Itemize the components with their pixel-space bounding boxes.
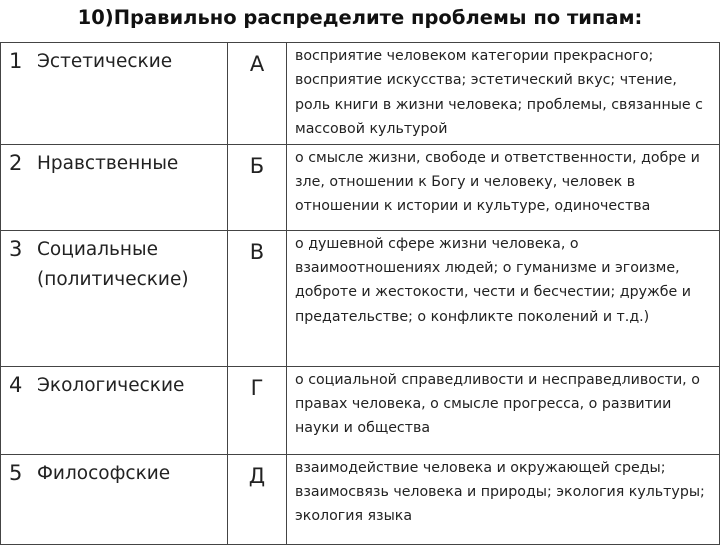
letter-cell xyxy=(228,230,287,366)
letter-cell xyxy=(228,43,287,145)
row-number: 3 xyxy=(9,236,23,261)
option-letter: А xyxy=(249,52,265,76)
option-letter: Г xyxy=(250,375,264,400)
category-cell xyxy=(1,144,228,230)
option-letter: В xyxy=(249,239,265,264)
problem-description: о социальной справедливости и несправедливости, о правах человека, о смысле прогресса, о развитии науки и общества xyxy=(295,371,700,437)
table-row xyxy=(1,144,720,230)
problem-description: о душевной сфере жизни человека, о взаимоотношениях людей; о гуманизме и эгоизме, доброте и жестокости, чести и бесчестии; дружбе и предательстве; о конфликте поколений и т.д.) xyxy=(295,235,691,325)
category-label: Эстетические xyxy=(37,51,173,72)
description-cell xyxy=(287,454,720,544)
category-label: Нравственные xyxy=(37,152,179,174)
category-cell xyxy=(1,230,228,366)
problem-description: о смысле жизни, свободе и ответственности, добре и зле, отношении к Богу и человеку, человек в отношении к истории и культуре, одиночества xyxy=(295,149,700,215)
category-cell xyxy=(1,43,228,145)
row-number: 4 xyxy=(9,372,23,397)
option-letter: Д xyxy=(248,463,266,488)
matching-table xyxy=(0,42,720,545)
table-row xyxy=(1,366,720,454)
description-cell xyxy=(287,230,720,366)
page-title: 10)Правильно распределите проблемы по типам: xyxy=(77,6,643,29)
letter-cell xyxy=(228,144,287,230)
problem-description: взаимодействие человека и окружающей среды; взаимосвязь человека и природы; экология культуры; экология языка xyxy=(295,459,705,525)
category-cell xyxy=(1,454,228,544)
description-cell xyxy=(287,366,720,454)
category-label: Философские xyxy=(37,462,171,484)
description-cell xyxy=(287,43,720,145)
table-row xyxy=(1,454,720,544)
letter-cell xyxy=(228,366,287,454)
problem-description: восприятие человеком категории прекрасного; восприятие искусства; эстетический вкус; чтение, роль книги в жизни человека; проблемы, связанные с массовой культурой xyxy=(295,48,703,138)
table-row xyxy=(1,43,720,145)
row-number: 1 xyxy=(9,49,23,73)
description-cell xyxy=(287,144,720,230)
option-letter: Б xyxy=(249,153,265,178)
table-row xyxy=(1,230,720,366)
category-cell xyxy=(1,366,228,454)
row-number: 5 xyxy=(9,460,23,485)
category-label: Социальные (политические) xyxy=(37,238,189,290)
row-number: 2 xyxy=(9,150,23,175)
letter-cell xyxy=(228,454,287,544)
category-label: Экологические xyxy=(37,374,185,396)
